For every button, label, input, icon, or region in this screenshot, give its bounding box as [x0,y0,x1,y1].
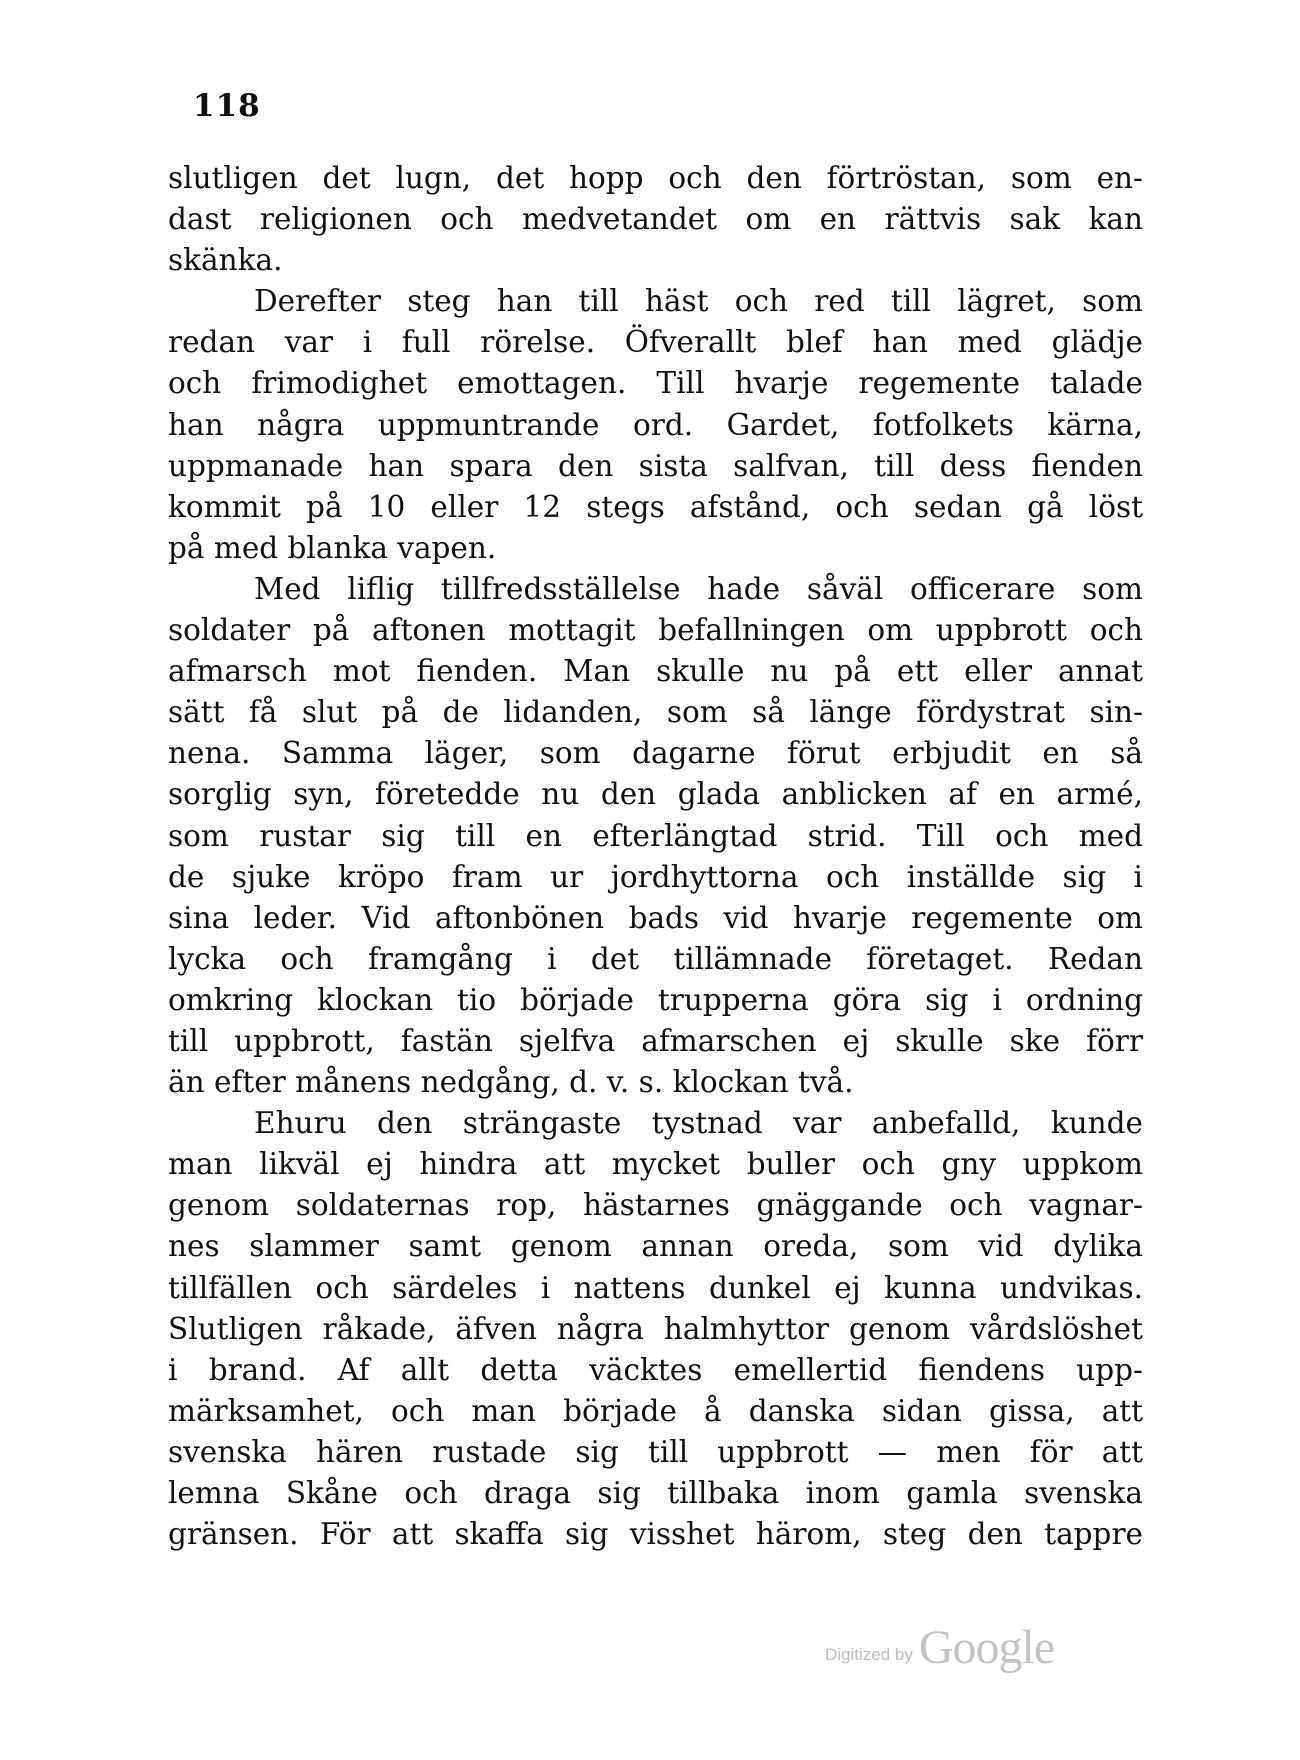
text-line: omkring klockan tio började trupperna göra sig i ordning [168,982,1143,1017]
text-line: på med blanka vapen. [168,530,497,565]
text-line: nes slammer samt genom annan oreda, som vid dylika [168,1229,1143,1264]
text-line: sätt få slut på de lidanden, som så länge fördystrat sin- [168,695,1143,730]
text-line: i brand. Af allt detta väcktes emellertid fiendens upp- [168,1352,1143,1387]
text-line: Derefter steg han till häst och red till lägret, som [254,284,1143,319]
text-line: till uppbrott, fastän sjelfva afmarschen ej skulle ske förr [168,1023,1143,1058]
text-line: afmarsch mot fienden. Man skulle nu på ett eller annat [168,654,1143,689]
page-number: 118 [193,88,261,124]
google-logo: Google [918,1621,1055,1674]
text-line: gränsen. För att skaffa sig visshet härom, steg den tappre [168,1517,1143,1552]
text-line: tillfällen och särdeles i nattens dunkel ej kunna undvikas. [168,1270,1143,1305]
text-line: skänka. [168,243,283,278]
body-text [168,158,1143,1555]
text-line: genom soldaternas rop, hästarnes gnäggande och vagnar- [168,1188,1143,1223]
digitized-watermark [825,1620,1054,1675]
text-line: de sjuke kröpo fram ur jordhyttorna och inställde sig i [168,859,1143,894]
text-line: svenska hären rustade sig till uppbrott — men för att [168,1434,1143,1469]
text-line: Slutligen råkade, äfven några halmhyttor genom vårdslöshet [168,1311,1143,1346]
text-line: dast religionen och medvetandet om en rättvis sak kan [168,202,1143,237]
text-line: och frimodighet emottagen. Till hvarje regemente talade [168,366,1143,401]
text-line: uppmanade han spara den sista salfvan, till dess fienden [168,448,1143,483]
text-line: nena. Samma läger, som dagarne förut erbjudit en så [168,736,1143,771]
text-line: sina leder. Vid aftonbönen bads vid hvarje regemente om [168,900,1143,935]
text-line: Med liflig tillfredsställelse hade såväl officerare som [254,571,1143,606]
text-line: slutligen det lugn, det hopp och den förtröstan, som en- [168,161,1143,195]
text-line: lemna Skåne och draga sig tillbaka inom gamla svenska [168,1476,1143,1510]
text-line: kommit på 10 eller 12 stegs afstånd, och sedan gå löst [168,489,1143,524]
watermark-prefix: Digitized by [825,1645,913,1664]
text-line: lycka och framgång i det tillämnade företaget. Redan [168,941,1143,976]
text-line: man likväl ej hindra att mycket buller och gny uppkom [168,1147,1143,1182]
text-line: märksamhet, och man började å danska sidan gissa, att [168,1393,1143,1428]
text-line: redan var i full rörelse. Öfverallt blef han med glädje [168,325,1143,360]
text-line: Ehuru den strängaste tystnad var anbefalld, kunde [254,1106,1143,1141]
text-line: än efter månens nedgång, d. v. s. klockan två. [168,1065,854,1100]
text-line: han några uppmuntrande ord. Gardet, fotfolkets kärna, [168,407,1143,442]
text-line: sorglig syn, företedde nu den glada anblicken af en armé, [168,777,1143,812]
text-line: soldater på aftonen mottagit befallningen om uppbrott och [168,613,1143,648]
text-line: som rustar sig till en efterlängtad strid. Till och med [168,818,1143,853]
